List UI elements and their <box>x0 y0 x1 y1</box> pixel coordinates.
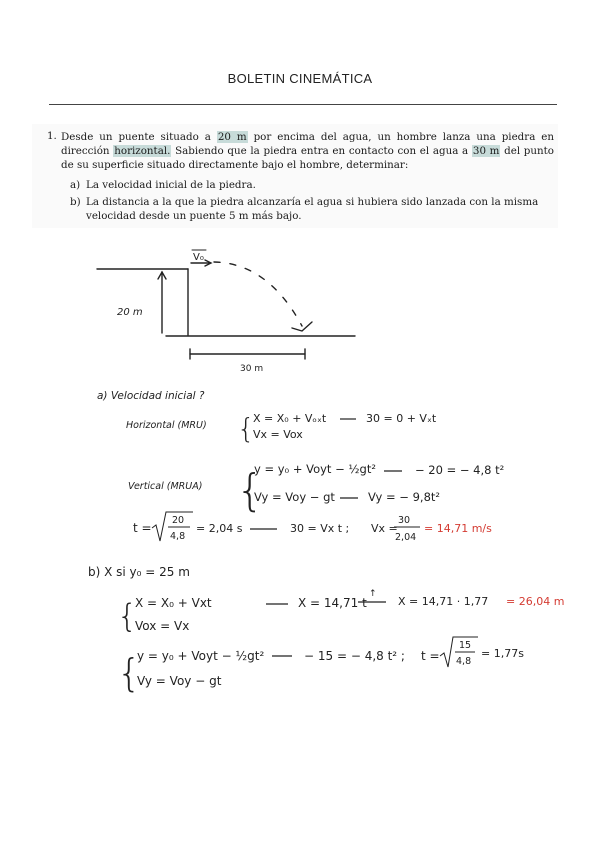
b-eq2: Vox = Vx <box>135 619 190 633</box>
time-numerator: 20 <box>172 515 185 526</box>
highlight-height: 20 m <box>217 131 247 143</box>
brace: { <box>117 597 138 635</box>
vx-lhs: Vx = <box>371 522 398 535</box>
velocity-result: = 14,71 m/s <box>424 522 492 535</box>
b-eq4: Vy = Voy − gt <box>137 674 222 688</box>
subquestion-text: La distancia a la que la piedra alcanzaría el agua si hubiera sido lanzada con la misma velocidad desde un puente 5 m más bajo. <box>86 196 539 222</box>
distance-result: = 26,04 m <box>506 595 565 608</box>
b-eq1-result: X = 14,71 t <box>298 596 367 610</box>
b-time-denominator: 4,8 <box>456 656 472 667</box>
statement-part: Sabiendo que la piedra entra en contacto con el agua a <box>171 145 472 158</box>
v-eq1-result: − 20 = − 4,8 t² <box>415 463 505 477</box>
problem-number: 1. <box>47 130 57 142</box>
time-value: = 2,04 s <box>196 522 243 535</box>
vertical-label: Vertical (MRUA) <box>128 481 203 492</box>
b-eq1: X = X₀ + Vxt <box>135 596 212 610</box>
v-eq1: y = y₀ + Voyt − ½gt² <box>254 462 376 476</box>
b-eq3: y = y₀ + Voyt − ½gt² <box>137 649 265 663</box>
time-denominator: 4,8 <box>170 531 186 542</box>
h-eq2: Vx = Vox <box>253 428 303 441</box>
b-eq1-final: X = 14,71 · 1,77 <box>398 595 489 608</box>
horizontal-label: Horizontal (MRU) <box>126 420 207 431</box>
b-eq3-result: − 15 = − 4,8 t² ; <box>304 649 405 663</box>
substitute-mark: ↑ <box>369 589 377 599</box>
b-time-numerator: 15 <box>459 640 472 651</box>
projectile-diagram <box>97 250 355 359</box>
page-title: BOLETIN CINEMÁTICA <box>227 71 373 86</box>
vx-denominator: 2,04 <box>395 532 417 543</box>
b-time-lhs: t = <box>421 649 440 663</box>
subquestion-label: a) <box>70 179 81 191</box>
trajectory-dashed <box>214 262 302 326</box>
statement-part: por encima del agua, un hombre lanza una piedra en dirección <box>61 131 554 158</box>
highlight-horizontal: horizontal. <box>114 145 171 158</box>
subquestion-text: La velocidad inicial de la piedra. <box>86 179 256 191</box>
statement-part: del punto de su superficie situado directamente bajo el hombre, determinar: <box>61 145 554 172</box>
subquestion-label: b) <box>70 196 81 208</box>
vx-numerator: 30 <box>398 515 411 526</box>
step-equation: 30 = Vx t ; <box>290 522 350 535</box>
h-eq1-result: 30 = 0 + Vₓt <box>366 412 437 425</box>
part-a-title: a) Velocidad inicial ? <box>97 390 205 402</box>
part-b-title: b) X si y₀ = 25 m <box>88 565 190 579</box>
brace: { <box>236 465 264 516</box>
highlight-distance: 30 m <box>472 145 500 158</box>
brace: { <box>237 412 255 445</box>
b-time-value: = 1,77s <box>481 647 524 660</box>
statement-part: Desde un puente situado a <box>61 131 217 143</box>
time-lhs: t = <box>133 521 152 535</box>
brace: { <box>117 651 142 695</box>
distance-label: 30 m <box>240 364 264 374</box>
v-eq2-result: Vy = − 9,8t² <box>368 490 441 504</box>
h-eq1: X = X₀ + Vₒₓt <box>253 412 327 425</box>
v-eq2: Vy = Voy − gt <box>254 490 335 504</box>
height-label: 20 m <box>117 307 143 318</box>
velocity-label: V₀ <box>193 252 204 263</box>
